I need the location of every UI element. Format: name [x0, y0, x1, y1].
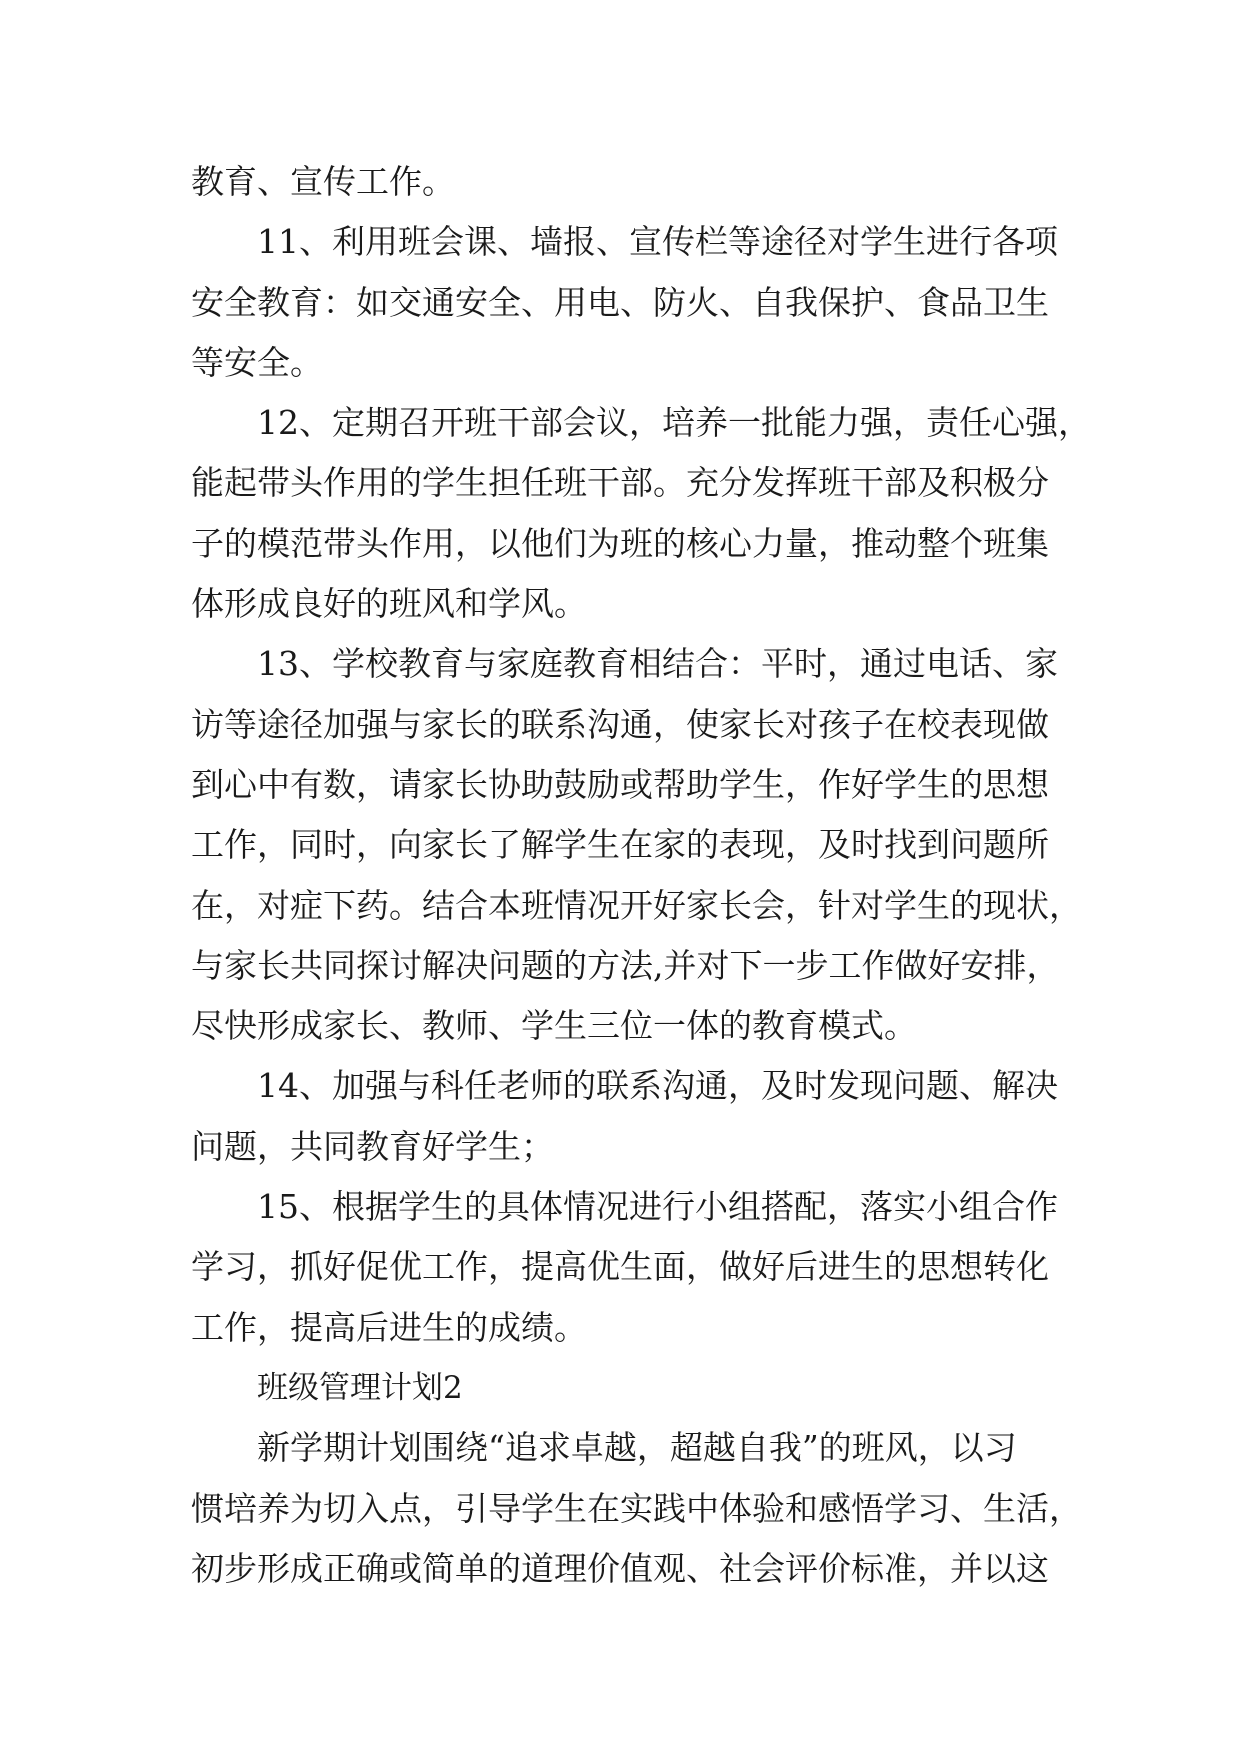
text-line: 体形成良好的班风和学风。: [191, 584, 587, 624]
section-heading: 班级管理计划2: [257, 1369, 463, 1406]
text-line: 与家长共同探讨解决问题的方法,并对下一步工作做好安排，: [191, 945, 1060, 985]
text-line: 到心中有数，请家长协助鼓励或帮助学生，作好学生的思想: [191, 764, 1049, 804]
text-line: 能起带头作用的学生担任班干部。充分发挥班干部及积极分: [191, 463, 1049, 503]
paragraph-item-13: 13、学校教育与家庭教育相结合：平时，通过电话、家: [257, 644, 1058, 684]
paragraph-item-11: 11、利用班会课、墙报、宣传栏等途径对学生进行各项: [257, 222, 1058, 262]
text-line: 安全教育：如交通安全、用电、防火、自我保护、食品卫生: [191, 282, 1049, 322]
text-line: 子的模范带头作用，以他们为班的核心力量，推动整个班集: [191, 523, 1049, 563]
paragraph-item-12: 12、定期召开班干部会议，培养一批能力强，责任心强，: [257, 403, 1091, 443]
text-line: 工作，提高后进生的成绩。: [191, 1307, 587, 1347]
text-line: 学习，抓好促优工作，提高优生面，做好后进生的思想转化: [191, 1247, 1049, 1287]
text-line: 尽快形成家长、教师、学生三位一体的教育模式。: [191, 1006, 917, 1046]
text-line: 初步形成正确或简单的道理价值观、社会评价标准，并以这: [191, 1548, 1049, 1588]
text-line: 等安全。: [191, 342, 323, 382]
document-body: [191, 152, 1091, 1599]
paragraph-item-14: 14、加强与科任老师的联系沟通，及时发现问题、解决: [257, 1066, 1058, 1106]
text-line: 教育、宣传工作。: [191, 162, 455, 201]
text-line: 在，对症下药。结合本班情况开好家长会，针对学生的现状，: [191, 885, 1082, 925]
text-line: 工作，同时，向家长了解学生在家的表现，及时找到问题所: [191, 825, 1049, 865]
text-line: 访等途径加强与家长的联系沟通，使家长对孩子在校表现做: [191, 704, 1049, 744]
text-line: 惯培养为切入点，引导学生在实践中体验和感悟学习、生活，: [191, 1488, 1082, 1528]
paragraph-item-15: 15、根据学生的具体情况进行小组搭配，落实小组合作: [257, 1187, 1058, 1227]
text-line: 问题，共同教育好学生；: [191, 1126, 554, 1166]
paragraph-intro: 新学期计划围绕“追求卓越，超越自我”的班风，以习: [257, 1428, 1017, 1468]
